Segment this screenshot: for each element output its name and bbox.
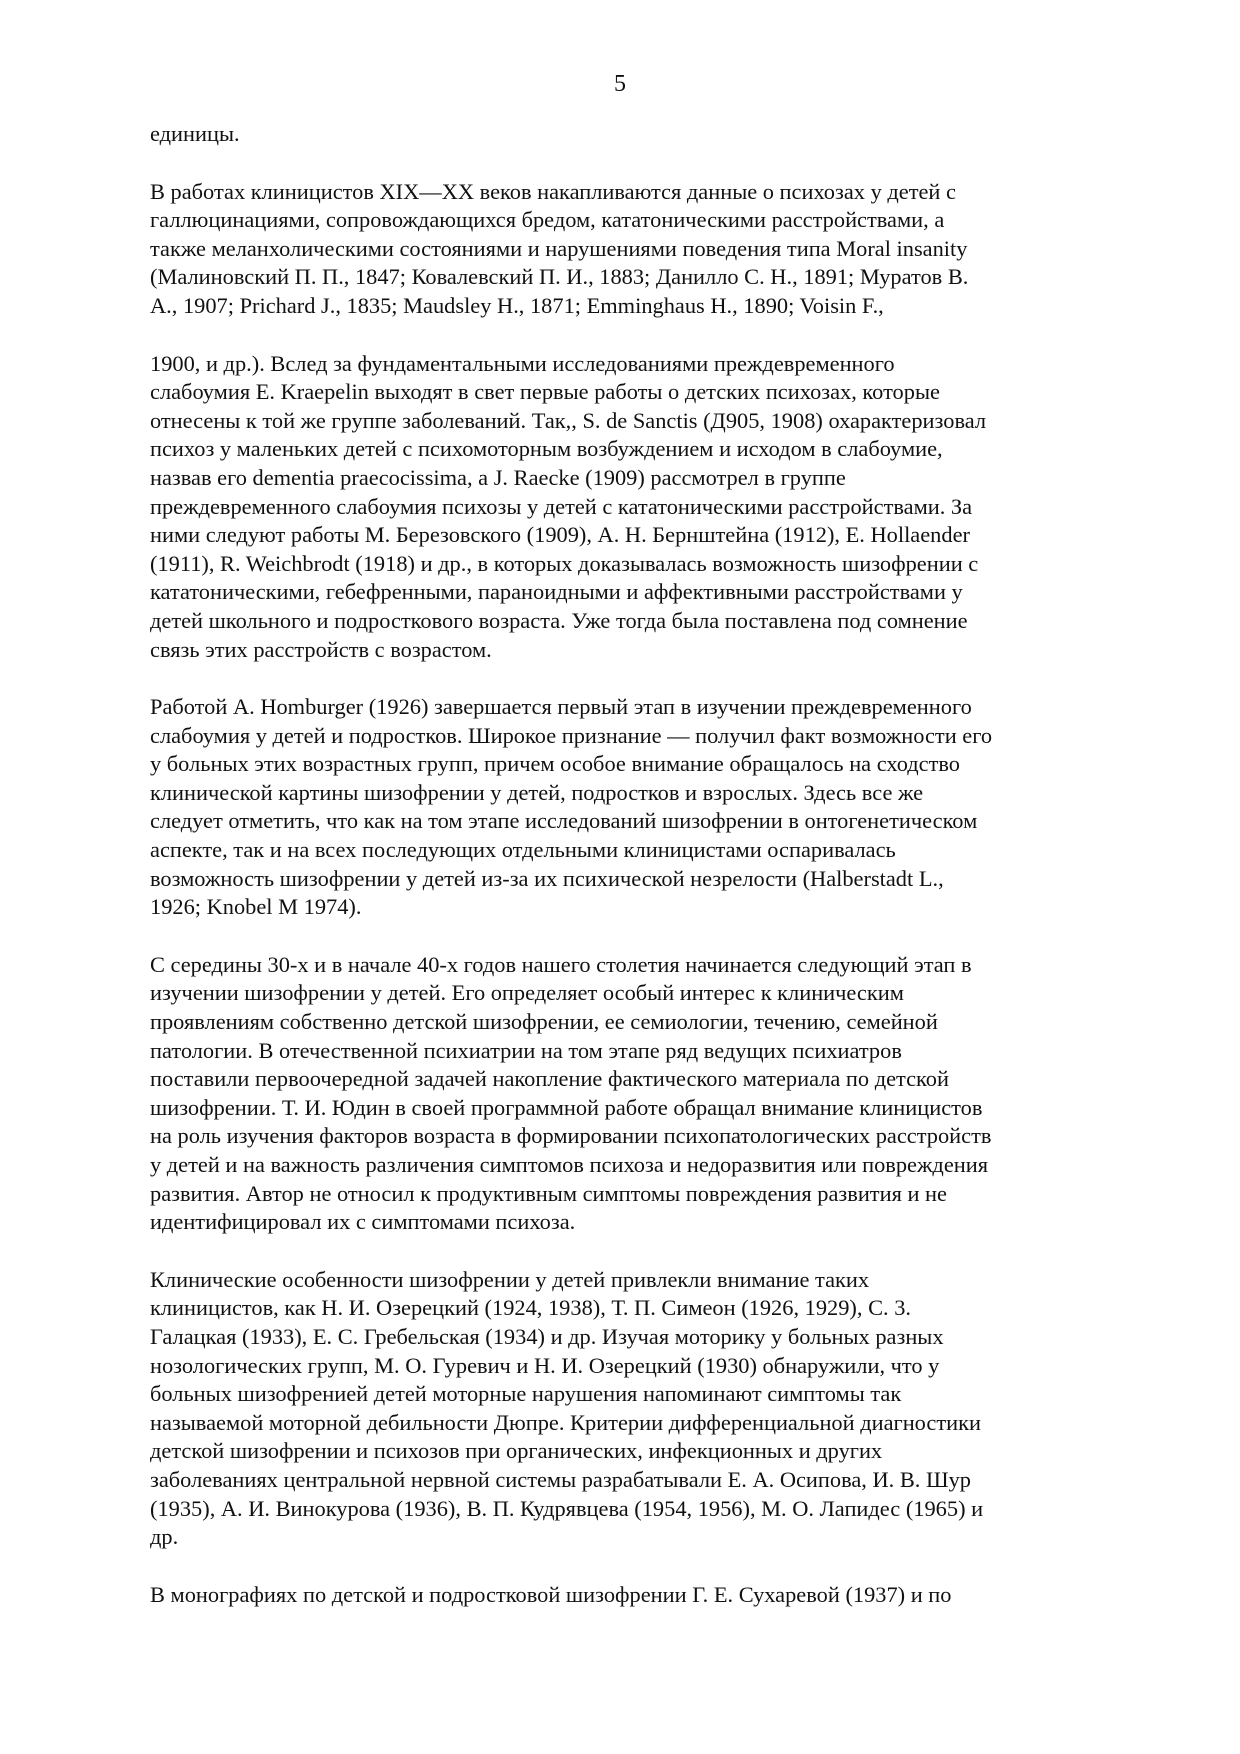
text-line: аспекте, так и на всех последующих отдельными клиницистами оспаривалась (150, 837, 896, 863)
paragraph (150, 951, 1100, 1237)
text-line: слабоумия у детей и подростков. Широкое признание — получил факт возможности его (150, 722, 993, 748)
text-line: единицы. (150, 121, 240, 146)
text-line: следует отметить, что как на том этапе исследований шизофрении в онтогенетическом (150, 808, 978, 834)
paragraph (150, 693, 1100, 922)
text-line: детей школьного и подросткового возраста. Уже тогда была поставлена под сомнение (150, 607, 968, 633)
paragraph (150, 120, 1100, 149)
text-line: В монографиях по детской и подростковой шизофрении Г. Е. Сухаревой (1937) и по (150, 1581, 952, 1607)
text-line: заболеваниях центральной нервной системы разрабатывали Е. А. Осипова, И. В. Шур (150, 1466, 971, 1492)
text-line: называемой моторной дебильности Дюпре. Критерии дифференциальной диагностики (150, 1409, 982, 1435)
text-line: А., 1907; Prichard J., 1835; Maudsley H., 1871; Emminghaus H., 1890; Voisin F., (150, 292, 884, 318)
text-line: клинической картины шизофрении у детей, подростков и взрослых. Здесь все же (150, 779, 924, 805)
text-line: идентифицировал их с симптомами психоза. (150, 1209, 576, 1235)
text-line: изучении шизофрении у детей. Его определяет особый интерес к клиническим (150, 980, 904, 1006)
paragraph (150, 1581, 1100, 1610)
text-line: (Малиновский П. П., 1847; Ковалевский П. И., 1883; Данилло С. Н., 1891; Муратов В. (150, 264, 969, 290)
text-line: развития. Автор не относил к продуктивным симптомы повреждения развития и не (150, 1180, 947, 1206)
text-line: связь этих расстройств с возрастом. (150, 636, 492, 662)
text-line: др. (150, 1524, 179, 1550)
text-line: (1911), R. Weichbrodt (1918) и др., в которых доказывалась возможность шизофрении с (150, 550, 979, 576)
text-line: (1935), А. И. Винокурова (1936), В. П. Кудрявцева (1954, 1956), М. О. Лапидес (1965) и (150, 1495, 984, 1521)
text-line: у больных этих возрастных групп, причем особое внимание обращалось на сходство (150, 751, 960, 777)
text-line: также меланхолическими состояниями и нарушениями поведения типа Moral insanity (150, 235, 968, 261)
paragraph (150, 1266, 1100, 1552)
text-line: детской шизофрении и психозов при органических, инфекционных и других (150, 1438, 883, 1464)
text-line: проявлениям собственно детской шизофрении, ее семиологии, течению, семейной (150, 1009, 938, 1035)
text-line: психоз у маленьких детей с психомоторным возбуждением и исходом в слабоумие, (150, 436, 943, 462)
text-line: клиницистов, как Н. И. Озерецкий (1924, 1938), Т. П. Симеон (1926, 1929), С. 3. (150, 1295, 911, 1321)
text-line: 1900, и др.). Вслед за фундаментальными исследованиями преждевременного (150, 350, 895, 376)
paragraph (150, 178, 1100, 321)
text-line: на роль изучения факторов возраста в формировании психопатологических расстройств (150, 1123, 992, 1149)
paragraph (150, 350, 1100, 665)
text-line: галлюцинациями, сопровождающихся бредом, кататоническими расстройствами, а (150, 207, 945, 233)
text-line: ними следуют работы М. Березовского (1909), А. Н. Бернштейна (1912), E. Hollaender (150, 522, 970, 548)
text-line: патологии. В отечественной психиатрии на том этапе ряд ведущих психиатров (150, 1037, 902, 1063)
text-line: у детей и на важность различения симптомов психоза и недоразвития или повреждения (150, 1152, 989, 1177)
page-number: 5 (614, 71, 626, 97)
text-line: нозологических групп, М. О. Гуревич и Н. И. Озерецкий (1930) обнаружили, что у (150, 1352, 940, 1378)
text-line: Работой A. Homburger (1926) завершается первый этап в изучении преждевременного (150, 694, 972, 720)
text-line: шизофрении. Т. И. Юдин в своей программной работе обращал внимание клиницистов (150, 1094, 983, 1120)
text-line: отнесены к той же группе заболеваний. Так,, S. de Sanctis (Д905, 1908) охарактеризовал (150, 407, 987, 433)
document-body (150, 120, 1100, 1638)
text-line: С середины 30-х и в начале 40-х годов нашего столетия начинается следующий этап в (150, 951, 972, 977)
text-line: назвав его dementia praecocissima, a J. Raecke (1909) рассмотрел в группе (150, 464, 846, 490)
text-line: возможность шизофрении у детей из-за их психической незрелости (Halberstadt L., (150, 865, 944, 891)
text-line: Галацкая (1933), Е. С. Гребельская (1934) и др. Изучая моторику у больных разных (150, 1323, 944, 1349)
text-line: кататоническими, гебефренными, параноидными и аффективными расстройствами у (150, 579, 963, 605)
text-line: преждевременного слабоумия психозы у детей с кататоническими расстройствами. За (150, 493, 973, 519)
text-line: поставили первоочередной задачей накопление фактического материала по детской (150, 1066, 949, 1092)
text-line: Клинические особенности шизофрении у детей привлекли внимание таких (150, 1266, 870, 1292)
text-line: 1926; Knobel M 1974). (150, 894, 362, 920)
text-line: В работах клиницистов XIX—XX веков накапливаются данные о психозах у детей с (150, 178, 956, 204)
text-line: слабоумия E. Kraepelin выходят в свет первые работы о детских психозах, которые (150, 379, 940, 405)
text-line: больных шизофренией детей моторные нарушения напоминают симптомы так (150, 1381, 902, 1407)
